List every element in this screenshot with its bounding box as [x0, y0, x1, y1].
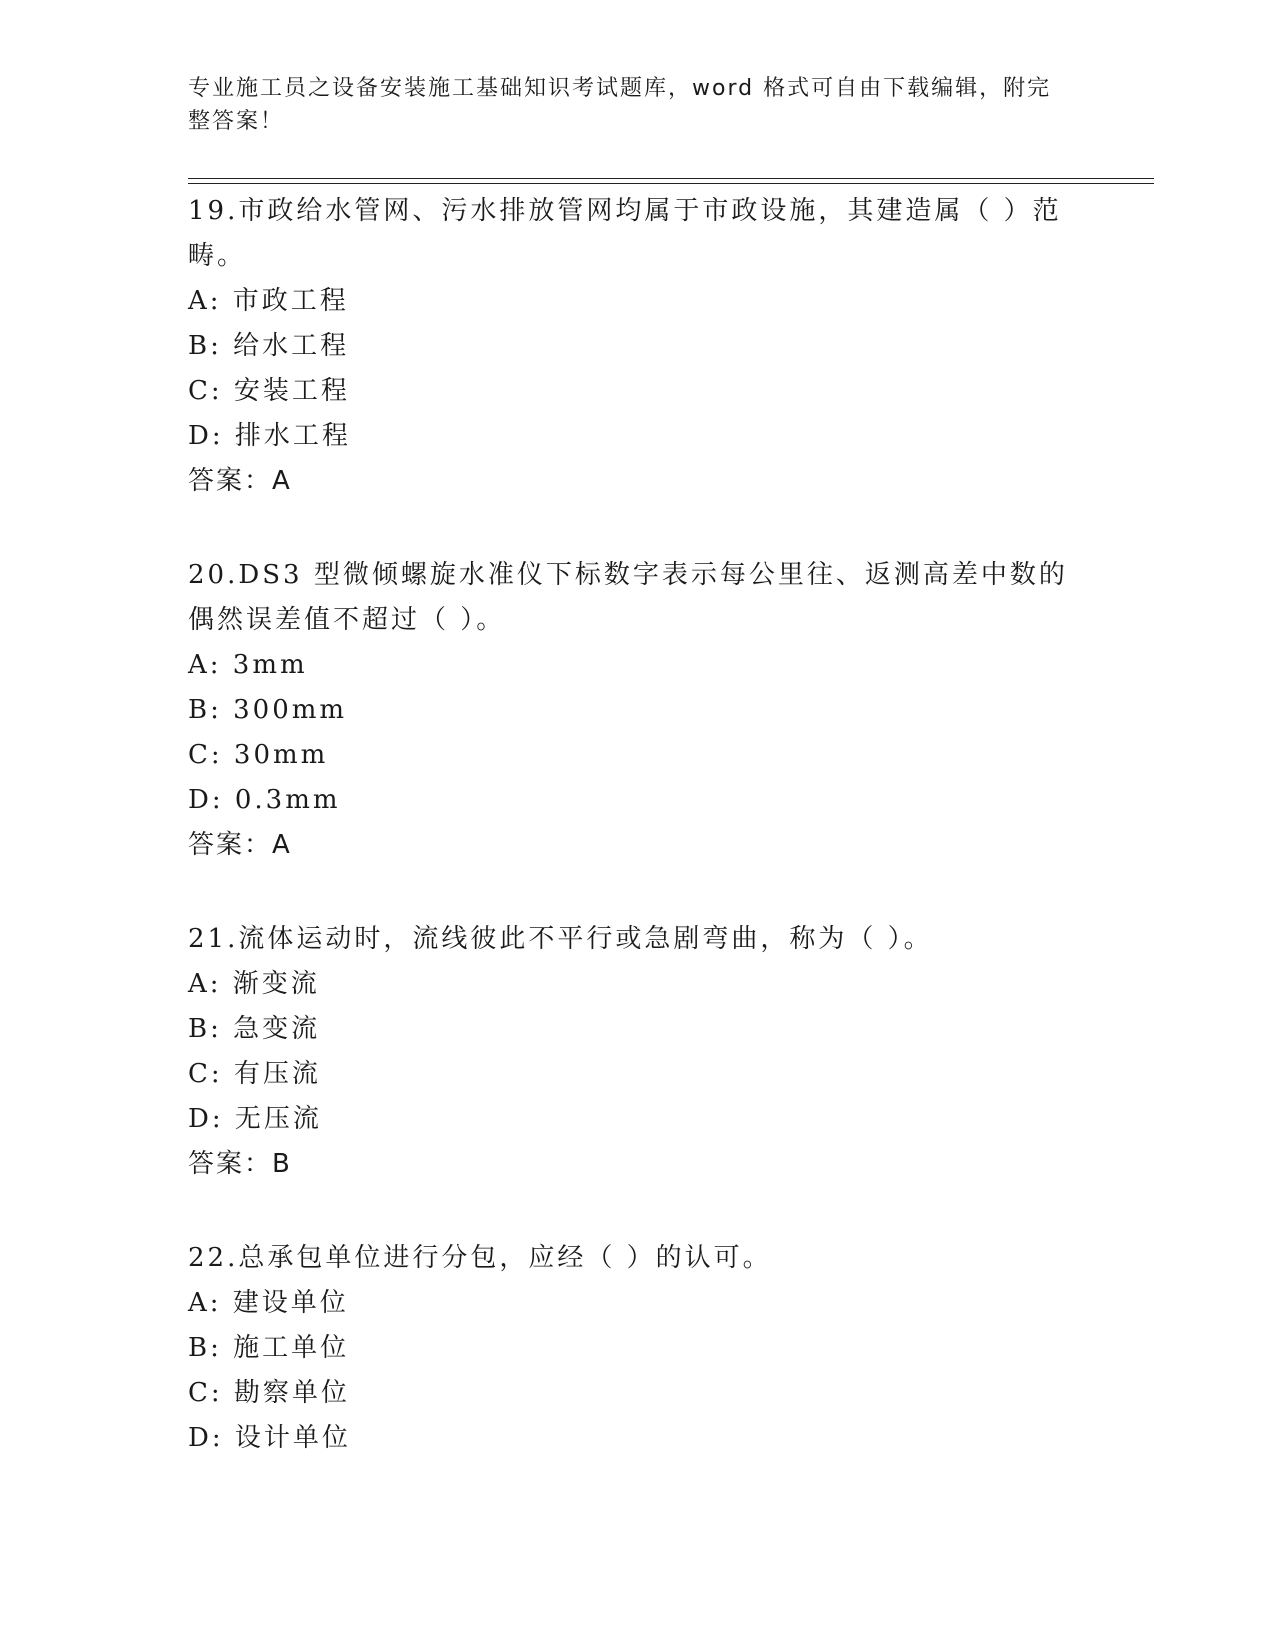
option-a: A: 市政工程: [188, 286, 349, 316]
question-text: 19.市政给水管网、污水排放管网均属于市政设施，其建造属（ ）范畴。: [188, 196, 1062, 271]
question-21: [188, 917, 1088, 1187]
header-divider-top: [188, 178, 1154, 179]
option-d: D: 设计单位: [188, 1423, 351, 1453]
question-20: [188, 553, 1088, 868]
question-text: 21.流体运动时，流线彼此不平行或急剧弯曲，称为（ ）。: [188, 924, 933, 954]
option-a: A: 渐变流: [188, 969, 320, 999]
option-c: C: 30mm: [188, 740, 329, 770]
option-c: C: 勘察单位: [188, 1378, 350, 1408]
option-c: C: 安装工程: [188, 376, 350, 406]
option-d: D: 排水工程: [188, 421, 351, 451]
answer: 答案：A: [188, 830, 292, 860]
header-divider-bottom: [188, 183, 1154, 184]
option-b: B: 施工单位: [188, 1333, 350, 1363]
question-19: [188, 189, 1088, 504]
option-b: B: 给水工程: [188, 331, 350, 361]
header-title: 专业施工员之设备安装施工基础知识考试题库，word 格式可自由下载编辑，附完整答案！: [188, 76, 1052, 134]
option-a: A: 3mm: [188, 650, 308, 680]
option-a: A: 建设单位: [188, 1288, 349, 1318]
answer: 答案：B: [188, 1149, 292, 1179]
option-d: D: 无压流: [188, 1104, 322, 1134]
option-b: B: 急变流: [188, 1014, 321, 1044]
question-text: 20.DS3 型微倾螺旋水准仪下标数字表示每公里往、返测高差中数的偶然误差值不超过（ ）。: [188, 560, 1068, 635]
question-text: 22.总承包单位进行分包，应经（ ）的认可。: [188, 1243, 772, 1273]
document-header: [188, 72, 1068, 138]
question-22: [188, 1236, 1088, 1461]
option-b: B: 300mm: [188, 695, 348, 725]
option-c: C: 有压流: [188, 1059, 321, 1089]
option-d: D: 0.3mm: [188, 785, 341, 815]
answer: 答案：A: [188, 466, 292, 496]
